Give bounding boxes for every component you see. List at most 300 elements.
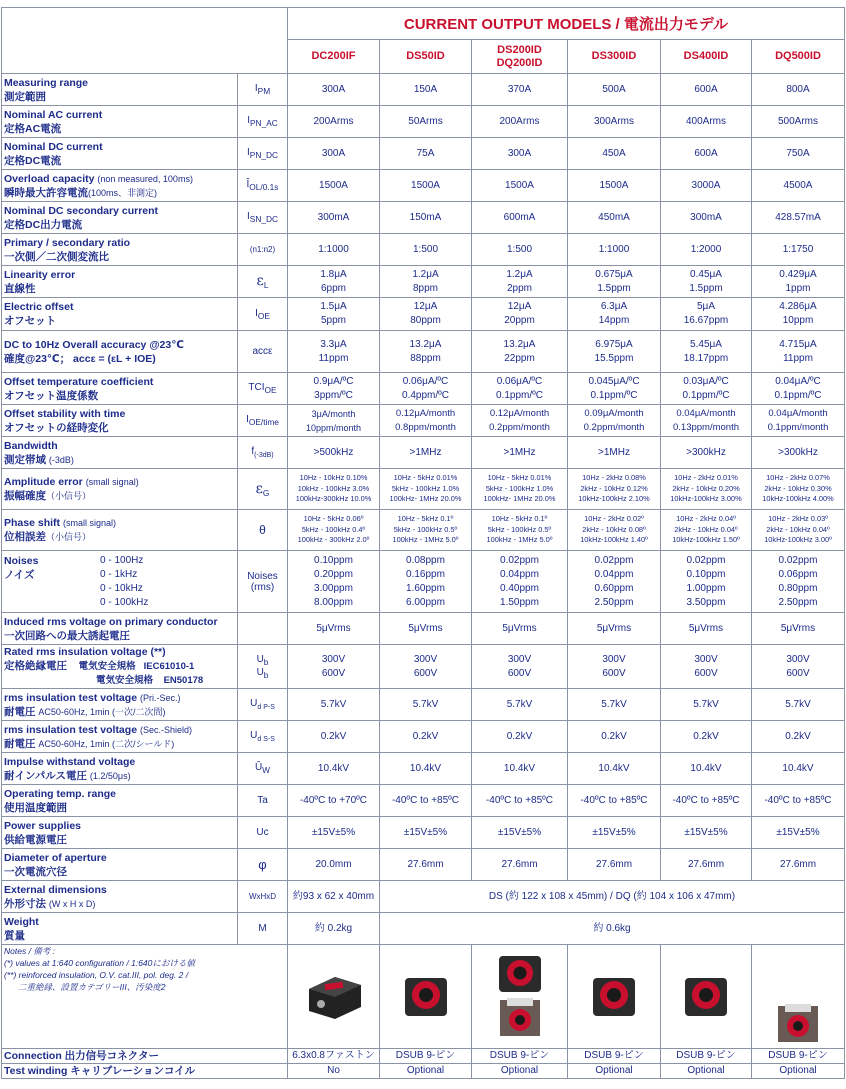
cell-text: 12μA <box>413 301 438 312</box>
model-header <box>661 40 752 74</box>
table-cell: 750A <box>752 138 845 170</box>
cell-text: Electric offset <box>4 301 74 313</box>
row-offset <box>2 298 845 331</box>
cell-text: Offset stability with time <box>4 407 126 420</box>
cell-text: 供給電源電圧 <box>4 833 67 846</box>
cell-text: 1.5ppm <box>597 282 631 294</box>
table-cell <box>2 331 238 373</box>
table-cell: -40ºC to +70ºC <box>288 785 380 817</box>
table-cell: 27.6mm <box>380 849 472 881</box>
cell-text: (small signal) <box>85 477 139 487</box>
table-cell: (n1:n2) <box>238 234 288 266</box>
cell-text: 5kHz - 100kHz 0.5º <box>487 524 552 534</box>
table-cell: ±15V±5% <box>472 817 568 849</box>
table-cell <box>752 298 845 331</box>
table-cell: >300kHz <box>752 437 845 469</box>
cell-text: 8.00ppm <box>314 596 353 608</box>
cell-text: 600V <box>321 667 346 679</box>
cell-text: 2kHz - 10kHz 0.08º <box>582 524 646 534</box>
table-cell <box>752 373 845 405</box>
table-cell <box>380 405 472 437</box>
cell-text: AC50-60Hz, 1min (一次/二次間) <box>38 706 166 717</box>
cell-text: 測定範囲 <box>4 90 46 103</box>
table-cell <box>2 510 238 551</box>
table-cell: 1:1000 <box>288 234 380 266</box>
cell-text: Power supplies <box>4 819 82 832</box>
model-header <box>752 40 845 74</box>
row-operating-temp <box>2 785 845 817</box>
table-cell: Optional <box>752 1064 845 1079</box>
symbol-subscript: L <box>263 280 269 290</box>
table-cell: 300A <box>472 138 568 170</box>
cell-text: DS400ID <box>683 50 729 62</box>
model-dq200id: DQ200ID <box>496 56 543 69</box>
table-cell: 300mA <box>288 202 380 234</box>
table-cell <box>238 266 288 298</box>
table-cell: 300A <box>288 138 380 170</box>
cell-text: 1.00ppm <box>686 582 726 594</box>
cell-text: 100kHz- 1MHz 20.0% <box>483 494 556 504</box>
symbol-subscript: OE <box>264 385 277 395</box>
table-cell <box>238 753 288 785</box>
cell-text: 0 - 100Hz <box>100 554 144 566</box>
table-cell: >1MHz <box>568 437 661 469</box>
cell-text: 耐インパルス電圧 <box>4 769 87 782</box>
table-cell: -40ºC to +85ºC <box>472 785 568 817</box>
row-notes-images <box>2 945 845 1049</box>
cell-text: 1.5ppm <box>689 282 723 294</box>
cell-text: (*) values at 1:640 configuration / 1:640における値 <box>4 958 195 968</box>
table-cell <box>2 373 238 405</box>
cell-text: 5kHz - 100kHz 1.0% <box>485 483 554 493</box>
table-cell <box>568 266 661 298</box>
cell-text: 電気安全規格 <box>96 675 154 686</box>
cell-text: 3.00ppm <box>314 582 353 594</box>
cell-text: Linearity error <box>4 268 76 281</box>
cell-text: 0.10ppm <box>686 568 726 580</box>
table-cell: 200Arms <box>472 106 568 138</box>
cell-text: 0.1ppm/ºC <box>495 389 543 401</box>
cell-text: 0.429μA <box>779 268 817 280</box>
dc200if-photo <box>303 971 365 1023</box>
table-cell <box>288 266 380 298</box>
table-cell: ±15V±5% <box>380 817 472 849</box>
table-cell: 200Arms <box>288 106 380 138</box>
row-overload <box>2 170 845 202</box>
cell-text: 質量 <box>4 929 25 942</box>
table-cell: 1:2000 <box>661 234 752 266</box>
cell-text: 3μA/month <box>311 408 356 419</box>
cell-text: Nominal DC secondary current <box>4 204 159 217</box>
row-amplitude-error <box>2 469 845 510</box>
cell-text: 10kHz-100kHz 1.50º <box>672 535 740 545</box>
cell-text: 1.5μA <box>320 301 347 312</box>
row-aperture <box>2 849 845 881</box>
table-cell <box>568 373 661 405</box>
cell-text: 定格AC電流 <box>4 122 62 135</box>
cell-text <box>4 723 235 737</box>
table-cell <box>2 74 238 106</box>
table-cell <box>288 331 380 373</box>
cell-text: 2ppm <box>506 282 532 294</box>
cell-text: 300V <box>694 653 718 665</box>
table-cell <box>568 405 661 437</box>
table-cell <box>2 613 238 645</box>
table-cell: 300A <box>288 74 380 106</box>
cell-text: 10Hz - 2kHz 0.04º <box>676 514 736 524</box>
table-cell <box>238 298 288 331</box>
table-cell: 1:500 <box>472 234 568 266</box>
cell-text: 100kHz - 300kHz 2.0º <box>297 535 370 545</box>
cell-text: 0 - 1kHz <box>100 568 138 580</box>
table-cell <box>2 138 238 170</box>
table-cell: 600mA <box>472 202 568 234</box>
row-weight <box>2 913 845 945</box>
cell-text: 0.04ppm <box>594 568 634 580</box>
table-cell: M <box>238 913 288 945</box>
cell-text: 1.50ppm <box>500 596 539 608</box>
cell-text: DS50ID <box>406 50 445 62</box>
cell-text: 11ppm <box>318 352 349 364</box>
table-cell: 450mA <box>568 202 661 234</box>
table-cell: 約93 x 62 x 40mm <box>288 881 380 913</box>
table-cell: 20.0mm <box>288 849 380 881</box>
table-cell <box>2 170 238 202</box>
table-cell: 3000A <box>661 170 752 202</box>
cell-text: (small signal) <box>62 518 116 528</box>
cell-text: 10kHz-100kHz 3.00º <box>764 535 832 545</box>
table-cell <box>238 689 288 721</box>
table-cell: 27.6mm <box>752 849 845 881</box>
row-measuring-range <box>2 74 845 106</box>
table-cell: 1500A <box>380 170 472 202</box>
cell-text: 300V <box>321 653 346 665</box>
cell-text: Û <box>254 762 263 773</box>
table-cell <box>2 469 238 510</box>
symbol-subscript: W <box>262 765 271 775</box>
cell-text: 0.04μA/month <box>768 407 828 419</box>
cell-text: I <box>247 115 250 126</box>
cell-text: 10Hz - 2kHz 0.01% <box>674 473 738 483</box>
table-cell <box>752 331 845 373</box>
cell-text: 0.1ppm/month <box>767 421 829 433</box>
table-cell: -40ºC to +85ºC <box>752 785 845 817</box>
table-cell <box>472 469 568 510</box>
table-cell: >1MHz <box>472 437 568 469</box>
table-cell: 10.4kV <box>661 753 752 785</box>
table-cell <box>238 170 288 202</box>
table-cell <box>2 721 238 753</box>
cell-text: 10Hz - 2kHz 0.03º <box>768 514 828 524</box>
cell-text: 0.675μA <box>595 268 633 280</box>
table-cell <box>2 689 238 721</box>
table-cell <box>380 469 472 510</box>
cell-text: 耐電圧 <box>4 705 36 718</box>
product-image-dq500id <box>752 945 845 1049</box>
cell-text: Noises <box>247 570 278 582</box>
cell-text: 2kHz - 10kHz 0.30% <box>764 483 832 493</box>
product-image-dc200if <box>288 945 380 1049</box>
product-image-ds50id <box>380 945 472 1049</box>
cell-text: 0 - 10kHz <box>100 582 143 594</box>
symbol-subscript: SN_DC <box>249 214 278 224</box>
model-header <box>568 40 661 74</box>
table-cell: DSUB 9-ピン <box>752 1049 845 1064</box>
table-cell <box>238 721 288 753</box>
cell-text: 88ppm <box>410 352 441 364</box>
table-cell <box>2 1049 288 1064</box>
table-cell <box>472 645 568 689</box>
cell-text <box>4 489 235 503</box>
cell-text: 0.1ppm/ºC <box>682 389 730 401</box>
cell-text: I <box>254 83 258 94</box>
cell-text: 100kHz - 1MHz 5.0º <box>392 535 459 545</box>
cell-text: I <box>246 414 249 425</box>
table-cell <box>472 298 568 331</box>
table-cell <box>238 645 288 689</box>
table-cell: >1MHz <box>380 437 472 469</box>
cell-text: 12μA <box>507 301 532 312</box>
table-cell <box>2 234 238 266</box>
table-cell: Optional <box>661 1064 752 1079</box>
symbol-subscript: b <box>263 656 269 667</box>
table-cell: 1500A <box>288 170 380 202</box>
cell-text <box>4 475 235 489</box>
cell-text: 瞬時最大許容電流 <box>4 186 88 199</box>
cell-text <box>4 674 235 688</box>
table-cell: DS (約 122 x 108 x 45mm) / DQ (約 104 x 106 x 47mm) <box>380 881 845 913</box>
cell-text: 2kHz - 10kHz 0.04º <box>766 524 830 534</box>
table-cell <box>472 551 568 613</box>
cell-text: 0.09μA/month <box>584 407 644 419</box>
cell-text: (-3dB) <box>48 454 74 465</box>
cell-text: Notes / 備考 : <box>4 946 56 956</box>
table-cell: 428.57mA <box>752 202 845 234</box>
table-cell: 4500A <box>752 170 845 202</box>
cell-text: 0.12μA/month <box>489 407 550 419</box>
cell-text: 2.50ppm <box>778 596 818 608</box>
cell-text: 4.286μA <box>779 301 817 312</box>
row-test-winding <box>2 1064 845 1079</box>
table-cell: ±15V±5% <box>568 817 661 849</box>
table-cell <box>2 881 238 913</box>
table-cell <box>2 785 238 817</box>
row-offset-stability <box>2 405 845 437</box>
cell-text: I <box>246 211 250 222</box>
table-cell: φ <box>238 849 288 881</box>
table-cell <box>380 645 472 689</box>
table-cell: 1:1000 <box>568 234 661 266</box>
table-cell: 5.7kV <box>568 689 661 721</box>
cell-text: (Sec.-Shield) <box>139 724 192 735</box>
cell-text: （小信号） <box>46 491 92 501</box>
table-cell: 370A <box>472 74 568 106</box>
table-cell: 5μVrms <box>752 613 845 645</box>
cell-text: 1.60ppm <box>406 582 445 594</box>
table-cell: 10.4kV <box>472 753 568 785</box>
cell-text: 5.45μA <box>690 338 722 350</box>
table-cell <box>472 405 568 437</box>
cell-text: 0.60ppm <box>594 582 634 594</box>
symbol-subscript: PN_DC <box>249 150 278 160</box>
cell-text: 0.80ppm <box>778 582 818 594</box>
table-cell: 5.7kV <box>752 689 845 721</box>
cell-text <box>4 691 235 705</box>
table-cell: 5μVrms <box>661 613 752 645</box>
cell-text: Impulse withstand voltage <box>4 755 136 768</box>
cell-text: Induced rms voltage on primary conductor <box>4 615 218 628</box>
row-nominal-dc <box>2 138 845 170</box>
table-cell <box>380 510 472 551</box>
cell-text: （小信号） <box>46 532 92 542</box>
cell-text: 10kHz - 100kHz 3.0% <box>297 483 370 493</box>
cell-text: 10Hz - 2kHz 0.02º <box>584 514 644 524</box>
cell-text: オフセット <box>4 315 57 327</box>
cell-text: Rated rms insulation voltage (**) <box>4 646 166 658</box>
symbol-subscript: OE/time <box>248 417 279 427</box>
table-cell <box>2 298 238 331</box>
cell-text: 0.1ppm/ºC <box>590 389 638 401</box>
table-cell: Uc <box>238 817 288 849</box>
table-cell: 10.4kV <box>752 753 845 785</box>
model-header <box>472 40 568 74</box>
cell-text: 0.12μA/month <box>395 407 456 419</box>
table-cell <box>2 817 238 849</box>
table-cell: 27.6mm <box>472 849 568 881</box>
product-photo <box>401 974 451 1020</box>
table-cell <box>238 106 288 138</box>
cell-text <box>4 186 235 200</box>
symbol-subscript: PN_AC <box>250 118 278 128</box>
table-cell: Optional <box>472 1064 568 1079</box>
cell-text: 二重絶縁、設置カテゴリーIII、汚染度2 <box>18 982 166 992</box>
cell-text: 20ppm <box>504 315 535 326</box>
table-cell <box>238 405 288 437</box>
cell-text: 5ppm <box>320 315 346 326</box>
table-cell: Optional <box>568 1064 661 1079</box>
row-offset-temp <box>2 373 845 405</box>
row-rated-insulation <box>2 645 845 689</box>
cell-text: IEC61010-1 <box>143 661 195 672</box>
row-ratio <box>2 234 845 266</box>
product-photo <box>681 974 731 1020</box>
cell-text: 0.4ppm/ºC <box>401 389 449 401</box>
cell-text: f <box>251 446 255 457</box>
cell-text: U <box>250 730 258 741</box>
cell-text: TCI <box>248 382 265 393</box>
cell-text: 0.1ppm/ºC <box>774 389 822 401</box>
cell-text: ε <box>256 273 264 289</box>
cell-text: 10Hz - 5kHz 0.1º <box>491 514 548 524</box>
table-cell: 5μVrms <box>288 613 380 645</box>
cell-text: 0.045μA/ºC <box>588 375 640 387</box>
table-cell <box>752 645 845 689</box>
cell-text: (rms) <box>250 581 275 593</box>
cell-text: (non measured, 100ms) <box>97 173 193 184</box>
table-cell <box>238 613 288 645</box>
cell-text: 外形寸法 <box>4 897 46 910</box>
cell-text: 直線性 <box>4 282 36 295</box>
cell-text: 14ppm <box>598 315 630 326</box>
cell-text: DS300ID <box>591 50 637 62</box>
table-cell: 5μVrms <box>568 613 661 645</box>
table-cell <box>568 331 661 373</box>
cell-text: (100ms、非測定) <box>88 187 158 198</box>
cell-text: 10ppm/month <box>305 422 362 433</box>
table-cell: ±15V±5% <box>752 817 845 849</box>
row-insulation-test-ss <box>2 721 845 753</box>
cell-text: I <box>246 147 250 158</box>
corner-blank <box>2 8 288 74</box>
table-cell <box>380 266 472 298</box>
table-cell: 400Arms <box>661 106 752 138</box>
row-induced-voltage <box>2 613 845 645</box>
model-ds200id: DS200ID <box>497 43 542 56</box>
cell-text: 100kHz - 1MHz 5.0º <box>486 535 553 545</box>
row-phase-shift <box>2 510 845 551</box>
symbol-subscript: G <box>262 487 270 498</box>
row-power-supplies <box>2 817 845 849</box>
table-cell: No <box>288 1064 380 1079</box>
table-cell <box>2 551 238 613</box>
cell-text: 0.06μA/ºC <box>402 375 449 387</box>
cell-text: 10Hz - 5kHz 0.06º <box>303 514 364 524</box>
model-header <box>380 40 472 74</box>
table-row <box>2 8 845 40</box>
cell-text: 一次電流穴径 <box>4 865 67 878</box>
cell-text: 0.13ppm/month <box>672 421 739 433</box>
table-cell <box>288 645 380 689</box>
cell-text: 0.9μA/ºC <box>313 375 354 387</box>
product-photo <box>773 1002 823 1046</box>
table-cell: 0.2kV <box>472 721 568 753</box>
cell-text: 100kHz-300kHz 10.0% <box>295 494 372 504</box>
symbol-subscript: PM <box>257 86 271 96</box>
table-cell <box>2 945 288 1049</box>
cell-text <box>4 554 235 610</box>
table-cell: 5μVrms <box>472 613 568 645</box>
cell-text: 電気安全規格 <box>78 661 136 672</box>
cell-text: 0.02ppm <box>594 554 634 566</box>
cell-text: ノイズ <box>4 568 35 581</box>
symbol-subscript: OL/0.1s <box>249 182 279 192</box>
table-cell <box>238 469 288 510</box>
table-cell <box>661 551 752 613</box>
cell-text: 300V <box>786 653 810 665</box>
cell-text: 0.04μA/ºC <box>775 375 821 387</box>
cell-text: DC to 10Hz Overall accuracy @23℃ <box>4 338 184 351</box>
cell-text: Overload capacity <box>4 172 95 185</box>
table-cell: 5.7kV <box>380 689 472 721</box>
table-cell: DSUB 9-ピン <box>472 1049 568 1064</box>
table-cell <box>238 74 288 106</box>
table-cell: 約 0.6kg <box>380 913 845 945</box>
cell-text: rms insulation test voltage <box>4 691 138 704</box>
table-cell <box>288 298 380 331</box>
cell-text: Î <box>246 179 250 190</box>
cell-text: 10Hz - 5kHz 0.01% <box>487 473 552 483</box>
cell-text <box>4 769 235 783</box>
cell-text: DQ500ID <box>775 50 821 62</box>
table-cell <box>2 437 238 469</box>
symbol-subscript: b <box>263 669 269 680</box>
table-cell <box>2 913 238 945</box>
cell-text: 10kHz-100kHz 2.10% <box>578 494 650 504</box>
table-cell <box>661 331 752 373</box>
cell-text: 0.20ppm <box>314 568 353 580</box>
cell-text: 定格DC出力電流 <box>4 218 83 231</box>
cell-text: 定格DC電流 <box>4 154 62 167</box>
